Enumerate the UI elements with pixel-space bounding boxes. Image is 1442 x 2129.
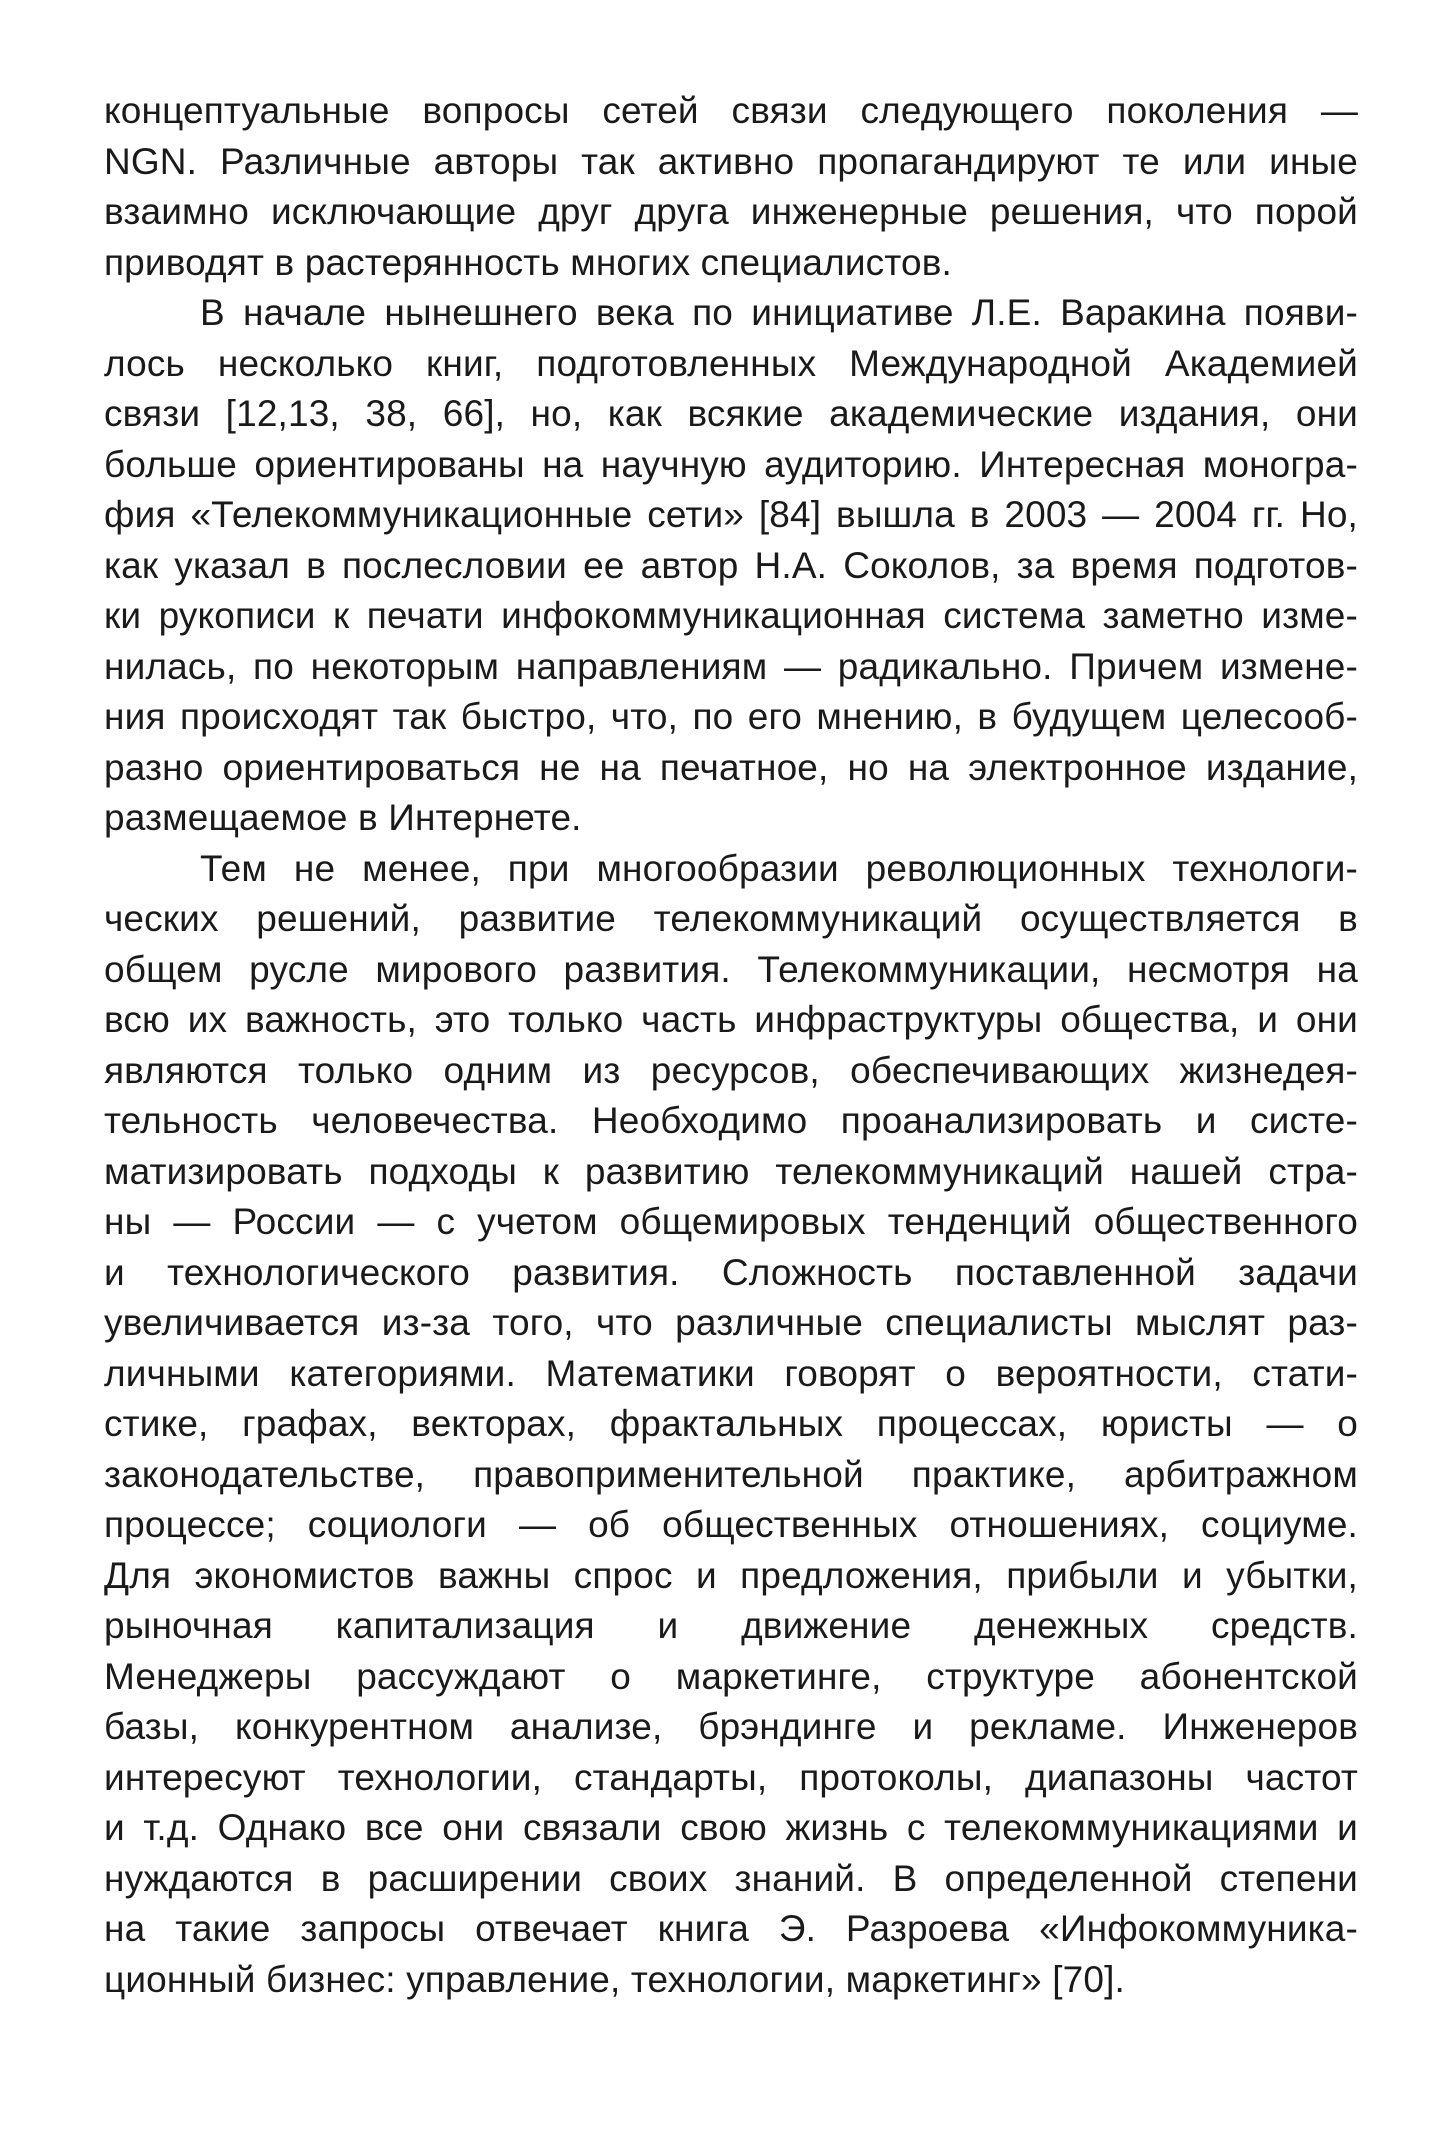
text-line: нуждаются в расширении своих знаний. В определенной степени	[104, 1857, 1358, 1899]
text-line: NGN. Различные авторы так активно пропагандируют те или иные	[104, 140, 1358, 182]
text-line: тельность человечества. Необходимо проанализировать и систе-	[104, 1100, 1358, 1141]
text-line: базы, конкурентном анализе, брэндинге и рекламе. Инженеров	[104, 1706, 1358, 1747]
text-line: ционный бизнес: управление, технологии, маркетинг» [70].	[104, 1958, 1125, 2000]
text-line: являются только одним из ресурсов, обеспечивающих жизнедея-	[104, 1049, 1358, 1091]
text-line: ния происходят так быстро, что, по его мнению, в будущем целесооб-	[104, 696, 1358, 737]
text-line: нилась, по некоторым направлениям — радикально. Причем измене-	[104, 645, 1358, 687]
text-line: фия «Телекоммуникационные сети» [84] вышла в 2003 — 2004 гг. Но,	[104, 494, 1358, 535]
text-line: В начале нынешнего века по инициативе Л.Е. Варакина появи-	[200, 292, 1358, 333]
text-line: рыночная капитализация и движение денежных средств.	[104, 1605, 1358, 1646]
text-line: Тем не менее, при многообразии революционных технологи-	[200, 847, 1358, 889]
text-line: разно ориентироваться не на печатное, но на электронное издание,	[104, 746, 1358, 788]
paragraph	[104, 288, 1358, 844]
text-line: общем русле мирового развития. Телекоммуникации, несмотря на	[104, 948, 1358, 990]
text-line: всю их важность, это только часть инфраструктуры общества, и они	[104, 999, 1358, 1040]
text-line: личными категориями. Математики говорят о вероятности, стати-	[104, 1352, 1358, 1394]
text-line: ческих решений, развитие телекоммуникаций осуществляется в	[104, 898, 1358, 939]
paragraph	[104, 844, 1358, 2006]
text-line: и технологического развития. Сложность поставленной задачи	[104, 1251, 1358, 1293]
text-line: взаимно исключающие друг друга инженерные решения, что порой	[104, 191, 1358, 232]
paragraph	[104, 86, 1358, 288]
text-line: ки рукописи к печати инфокоммуникационная система заметно изме-	[104, 595, 1358, 636]
text-line: концептуальные вопросы сетей связи следующего поколения —	[104, 90, 1358, 131]
text-line: увеличивается из-за того, что различные специалисты мыслят раз-	[104, 1302, 1358, 1343]
text-line: приводят в растерянность многих специалистов.	[104, 241, 952, 283]
text-line: и т.д. Однако все они связали свою жизнь с телекоммуникациями и	[104, 1807, 1358, 1848]
text-line: ны — России — с учетом общемировых тенденций общественного	[104, 1201, 1358, 1242]
text-line: связи [12,13, 38, 66], но, как всякие академические издания, они	[104, 393, 1358, 434]
text-line: больше ориентированы на научную аудиторию. Интересная моногра-	[104, 443, 1358, 485]
text-line: стике, графах, векторах, фрактальных процессах, юристы — о	[104, 1403, 1358, 1444]
text-line: Менеджеры рассуждают о маркетинге, структуре абонентской	[104, 1655, 1358, 1697]
text-line: лось несколько книг, подготовленных Международной Академией	[104, 342, 1358, 384]
text-line: Для экономистов важны спрос и предложения, прибыли и убытки,	[104, 1554, 1358, 1596]
text-line: как указал в послесловии ее автор Н.А. Соколов, за время подготов-	[104, 544, 1358, 586]
text-line: размещаемое в Интернете.	[104, 797, 582, 838]
text-line: на такие запросы отвечает книга Э. Разроева «Инфокоммуника-	[104, 1908, 1358, 1949]
text-line: процессе; социологи — об общественных отношениях, социуме.	[104, 1504, 1358, 1545]
text-line: законодательстве, правоприменительной практике, арбитражном	[104, 1453, 1358, 1495]
body-text	[104, 86, 1358, 2005]
text-line: интересуют технологии, стандарты, протоколы, диапазоны частот	[104, 1756, 1358, 1798]
text-line: матизировать подходы к развитию телекоммуникаций нашей стра-	[104, 1150, 1358, 1192]
